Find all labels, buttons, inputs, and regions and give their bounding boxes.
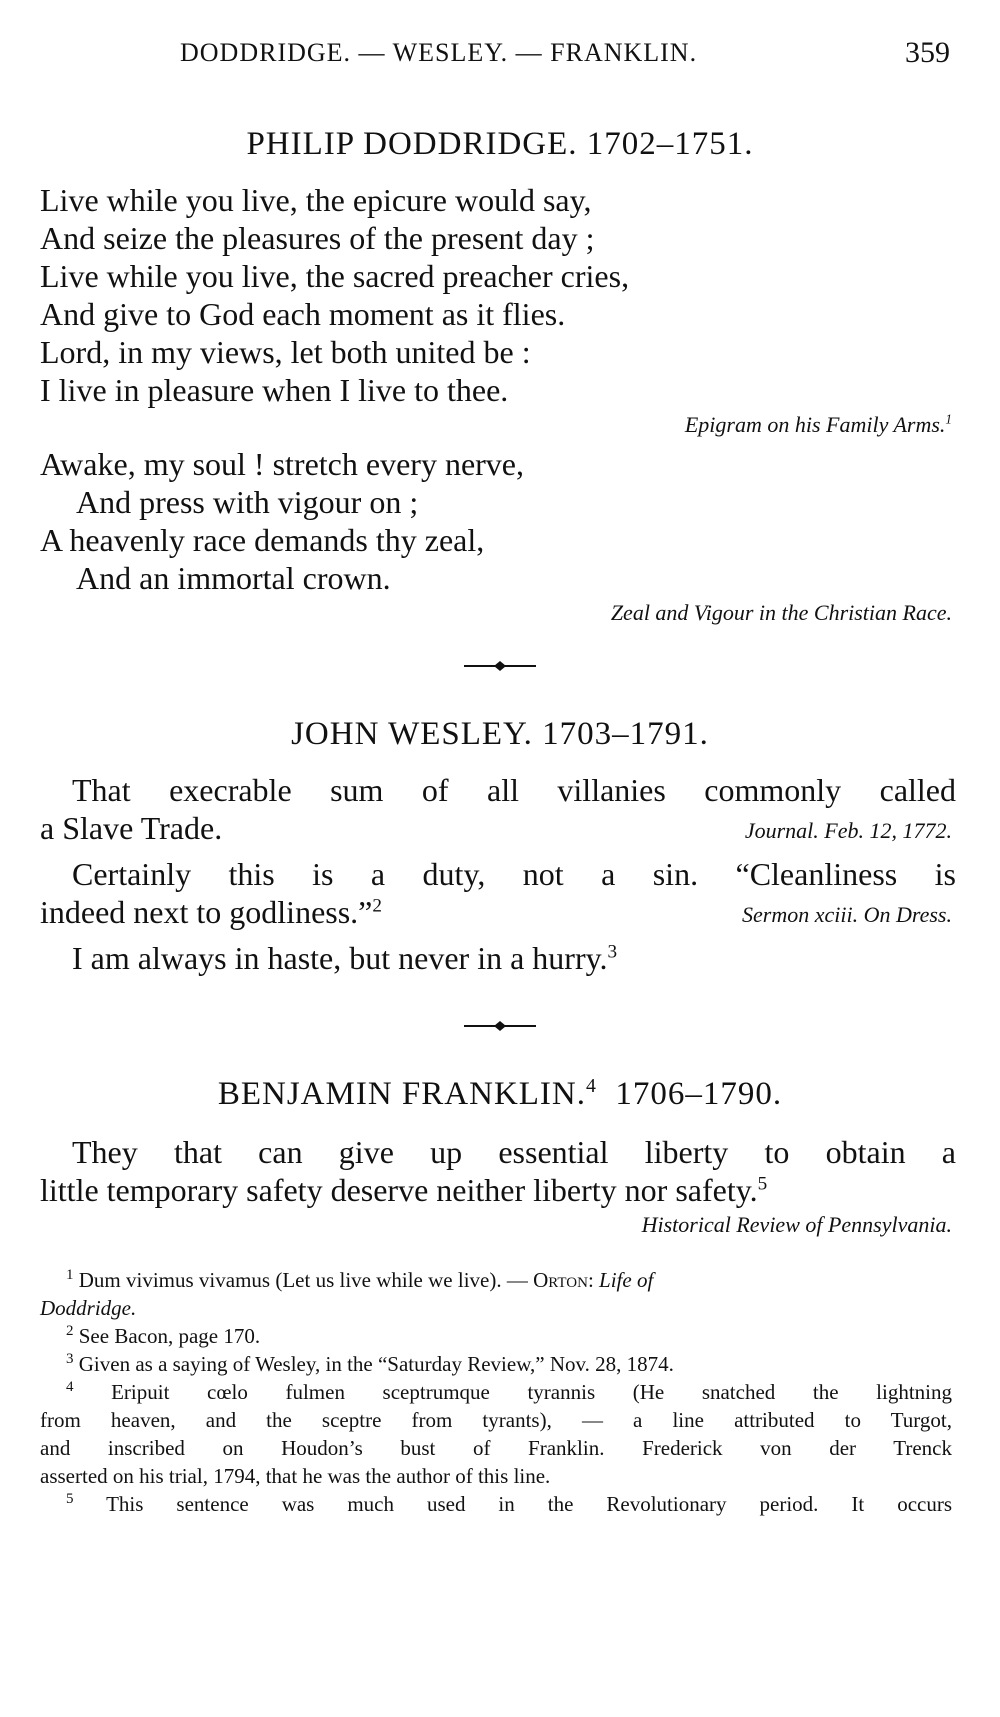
epigram-source: [685, 412, 952, 438]
wesley-quote-text: I am always in haste, but never in a hurry.: [72, 940, 608, 976]
footnote-ref: 5: [757, 1173, 768, 1195]
wesley-quote-source: Journal. Feb. 12, 1772.: [744, 818, 952, 843]
footnotes: [40, 1266, 952, 1518]
section-divider-ornament: [460, 1020, 540, 1032]
footnote-ref: 1: [945, 411, 952, 427]
franklin-years: 1706–1790.: [615, 1076, 783, 1112]
epigram-line: Lord, in my views, let both united be :: [40, 334, 531, 370]
footnote-3: [40, 1350, 952, 1378]
hymn-line: A heavenly race demands thy zeal,: [40, 522, 485, 558]
footnote-work: Life of: [599, 1268, 654, 1292]
section-heading-doddridge: PHILIP DODDRIDGE. 1702–1751.: [246, 126, 754, 162]
wesley-quote-row: [40, 810, 952, 847]
footnote-ref: 4: [586, 1075, 597, 1097]
hymn-source: Zeal and Vigour in the Christian Race.: [610, 600, 952, 625]
footnote-number: 1: [66, 1267, 74, 1283]
footnote-number: 2: [66, 1323, 74, 1339]
wesley-quote-line: indeed next to godliness.”: [40, 894, 373, 930]
epigram-line: I live in pleasure when I live to thee.: [40, 372, 509, 408]
footnote-text: Dum vivimus vivamus (Let us live while we live). —: [78, 1268, 528, 1292]
footnote-ref: 3: [607, 941, 618, 963]
epigram-source-text: Epigram on his Family Arms.: [684, 412, 946, 437]
footnote-text: Given as a saying of Wesley, in the “Saturday Review,” Nov. 28, 1874.: [78, 1352, 674, 1376]
wesley-quote-line: [72, 940, 617, 977]
footnote-4-line: from heaven, and the sceptre from tyrants), — a line attributed to Turgot,: [40, 1408, 952, 1432]
hymn-line: Awake, my soul ! stretch every nerve,: [40, 446, 524, 482]
footnote-ref: 2: [372, 895, 382, 917]
footnote-4-line: asserted on his trial, 1794, that he was the author of this line.: [40, 1464, 551, 1488]
footnote-4-line: and inscribed on Houdon’s bust of Franklin. Frederick von der Trenck: [40, 1436, 952, 1460]
footnote-number: 4: [66, 1379, 74, 1395]
hymn-line: And press with vigour on ;: [76, 484, 419, 520]
franklin-quote-line: They that can give up essential liberty to obtain a: [72, 1134, 956, 1170]
epigram-line: Live while you live, the epicure would say,: [40, 182, 592, 218]
page-number: 359: [905, 36, 950, 69]
epigram-line: And give to God each moment as it flies.: [40, 296, 566, 332]
hymn-line: And an immortal crown.: [76, 560, 391, 596]
wesley-quote-line: Certainly this is a duty, not a sin. “Cleanliness is: [72, 856, 956, 892]
footnote-2: [40, 1322, 952, 1350]
footnote-text: This sentence was much used in the Revolutionary period. It occurs: [106, 1492, 952, 1516]
running-title: DODDRIDGE. — WESLEY. — FRANKLIN.: [180, 38, 698, 67]
footnote-1-cont: Doddridge.: [40, 1296, 137, 1320]
section-heading-franklin: [0, 1076, 1000, 1113]
wesley-quote-line: a Slave Trade.: [40, 810, 223, 846]
wesley-quote-source: Sermon xciii. On Dress.: [742, 902, 952, 927]
footnote-number: 3: [66, 1351, 74, 1367]
epigram-line: Live while you live, the sacred preacher cries,: [40, 258, 630, 294]
footnote-author: Orton: [533, 1268, 588, 1292]
footnote-4: [40, 1378, 952, 1406]
wesley-quote-line: That execrable sum of all villanies commonly called: [72, 772, 956, 808]
footnote-number: 5: [66, 1491, 74, 1507]
franklin-quote-source: Historical Review of Pennsylvania.: [641, 1212, 952, 1237]
wesley-quote-row: [40, 894, 952, 931]
footnote-text: Eripuit cœlo fulmen sceptrumque tyrannis (He snatched the lightning: [111, 1380, 952, 1404]
section-divider-ornament: [460, 660, 540, 672]
footnote-text: See Bacon, page 170.: [78, 1324, 261, 1348]
franklin-quote-text: little temporary safety deserve neither liberty nor safety.: [40, 1172, 758, 1208]
section-heading-wesley: JOHN WESLEY. 1703–1791.: [291, 716, 709, 752]
running-head: [180, 38, 960, 78]
franklin-quote-line: [40, 1172, 952, 1209]
epigram-line: And seize the pleasures of the present day ;: [40, 220, 595, 256]
franklin-name: BENJAMIN FRANKLIN.: [217, 1076, 587, 1112]
footnote-1: $^1$ Dum vivimus vivamus (Let us live while we live). — Orton: Life of: [66, 1267, 654, 1292]
footnote-5: [40, 1490, 952, 1518]
